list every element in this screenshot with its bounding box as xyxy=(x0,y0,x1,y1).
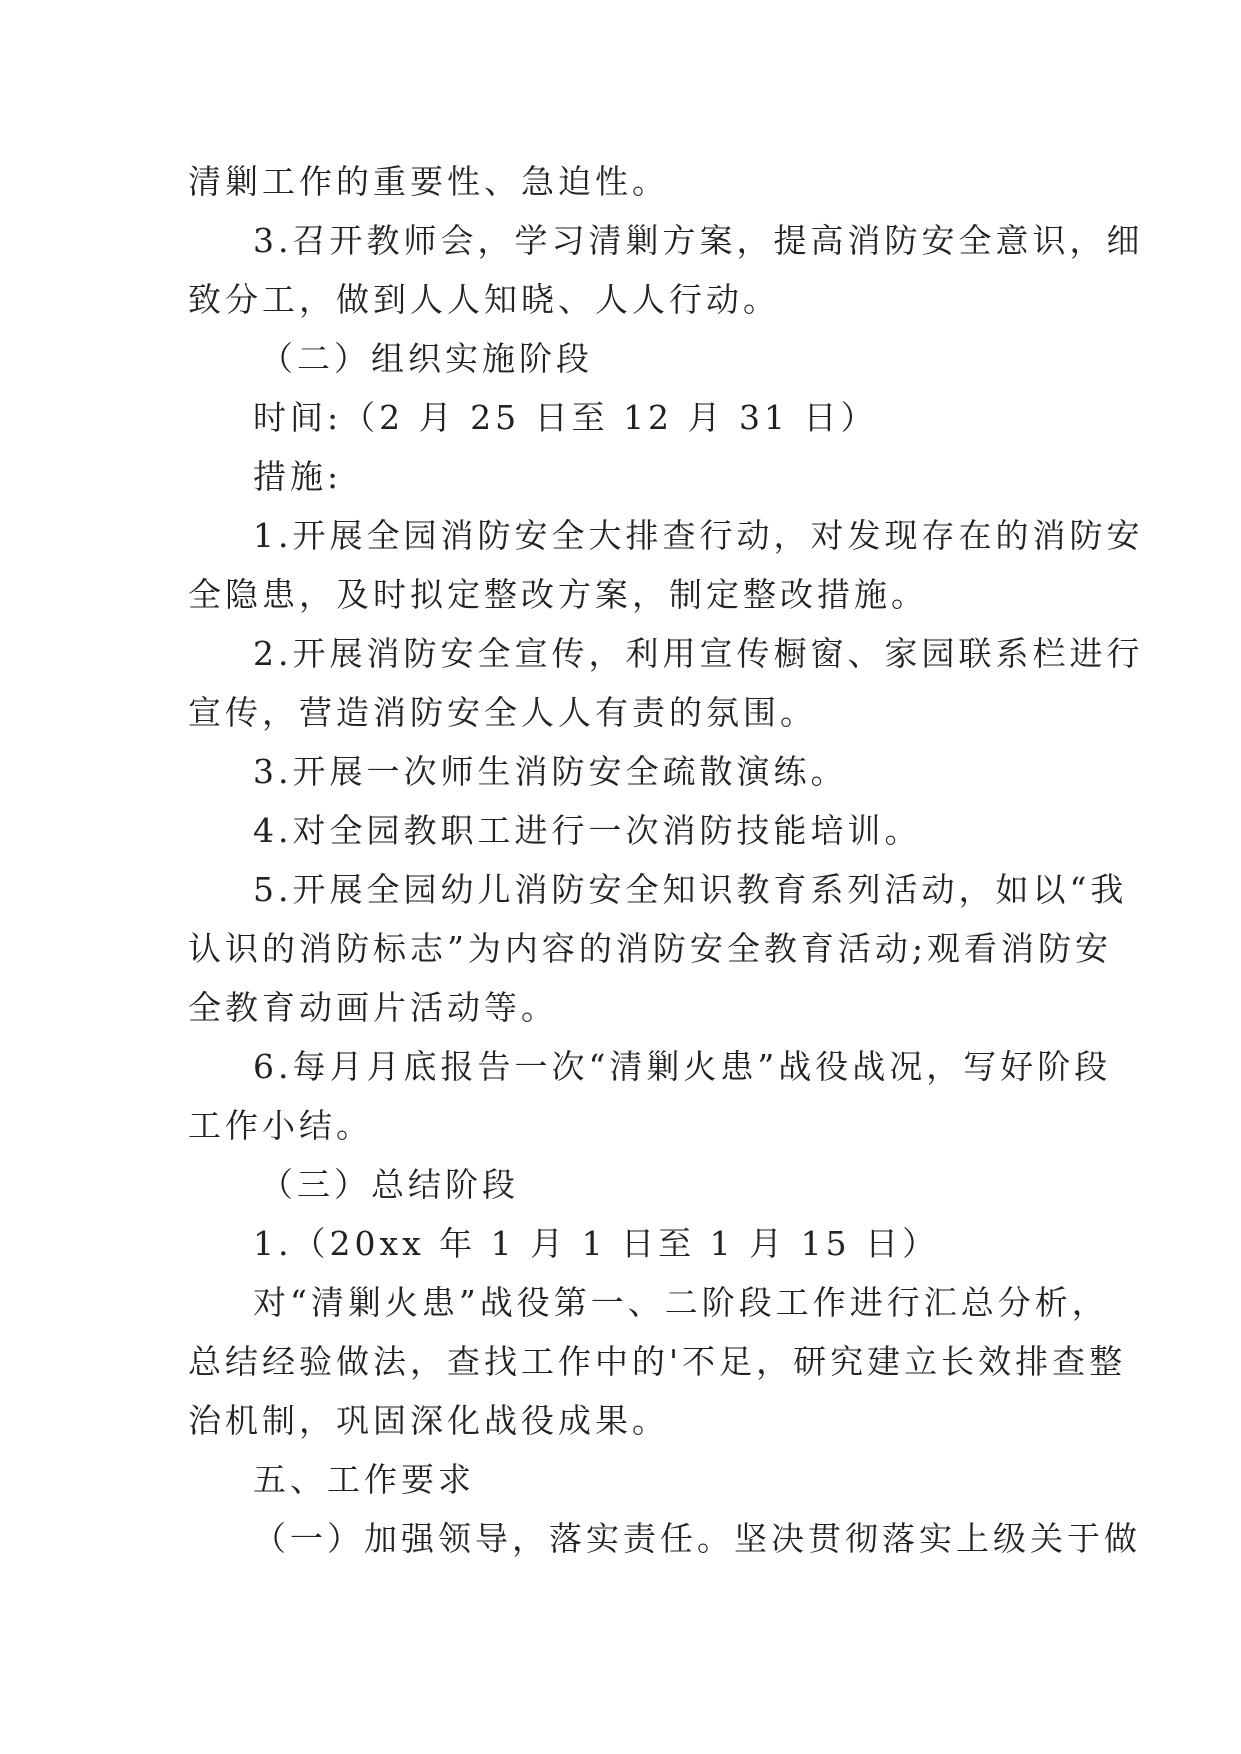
paragraph-line: 认识的消防标志”为内容的消防安全教育活动;观看消防安 xyxy=(188,929,1112,968)
paragraph-line: 5.开展全园幼儿消防安全知识教育系列活动，如以“我 xyxy=(253,870,1128,909)
paragraph-line: 全教育动画片活动等。 xyxy=(188,988,558,1027)
paragraph-line: 清剿工作的重要性、急迫性。 xyxy=(188,162,669,201)
paragraph-line: 工作小结。 xyxy=(188,1106,373,1145)
section-heading: （三）总结阶段 xyxy=(260,1165,519,1204)
paragraph-line: 1.开展全园消防安全大排查行动，对发现存在的消防安 xyxy=(253,516,1144,555)
paragraph-line: 措施: xyxy=(253,457,343,496)
paragraph-line: 3.开展一次师生消防安全疏散演练。 xyxy=(253,752,848,791)
paragraph-line: 治机制，巩固深化战役成果。 xyxy=(188,1401,669,1440)
paragraph-line: 6.每月月底报告一次“清剿火患”战役战况，写好阶段 xyxy=(253,1047,1112,1086)
section-heading: 五、工作要求 xyxy=(253,1460,475,1499)
paragraph-line: （一）加强领导，落实责任。坚决贯彻落实上级关于做 xyxy=(253,1519,1141,1558)
paragraph-line: 4.对全园教职工进行一次消防技能培训。 xyxy=(253,811,922,850)
paragraph-line: 3.召开教师会，学习清剿方案，提高消防安全意识，细 xyxy=(253,221,1144,260)
section-heading: （二）组织实施阶段 xyxy=(260,339,593,378)
paragraph-line: 全隐患，及时拟定整改方案，制定整改措施。 xyxy=(188,575,928,614)
paragraph-line: 致分工，做到人人知晓、人人行动。 xyxy=(188,280,780,319)
paragraph-line: 对“清剿火患”战役第一、二阶段工作进行汇总分析， xyxy=(253,1283,1109,1322)
paragraph-line: 时间:（2 月 25 日至 12 月 31 日） xyxy=(253,398,878,437)
document-body xyxy=(188,152,1144,1568)
paragraph-line: 宣传，营造消防安全人人有责的氛围。 xyxy=(188,693,817,732)
paragraph-line: 1.（20xx 年 1 月 1 日至 1 月 15 日） xyxy=(253,1224,940,1263)
paragraph-line: 2.开展消防安全宣传，利用宣传橱窗、家园联系栏进行 xyxy=(253,634,1144,673)
paragraph-line: 总结经验做法，查找工作中的'不足，研究建立长效排查整 xyxy=(188,1342,1127,1381)
